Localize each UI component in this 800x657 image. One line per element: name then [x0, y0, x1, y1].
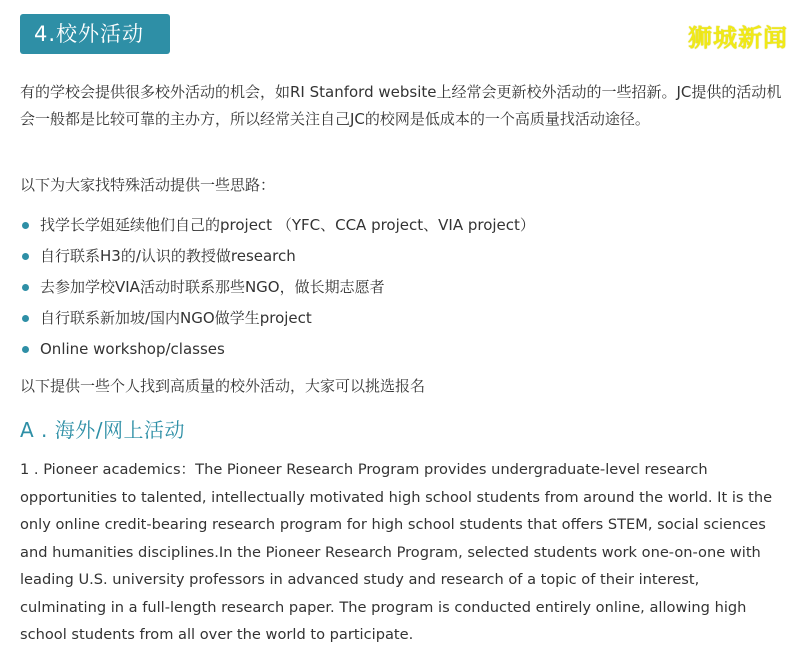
bullet-dot-icon: [22, 222, 29, 229]
ideas-list: [22, 210, 535, 365]
watermark-logo: 狮城新闻: [688, 24, 788, 52]
bullet-dot-icon: [22, 253, 29, 260]
list-item: [22, 303, 535, 334]
list-item: [22, 334, 535, 365]
ideas-intro: 以下为大家找特殊活动提供一些思路：: [20, 176, 276, 194]
bullet-dot-icon: [22, 346, 29, 353]
intro-paragraph: 有的学校会提供很多校外活动的机会，如RI Stanford website上经常会更新校外活动的一些招新。JC提供的活动机会一般都是比较可靠的主办方，所以经常关注自己JC的校网是低成本的一个高质量找活动途径。: [20, 83, 782, 128]
list-item-text: 去参加学校VIA活动时联系那些NGO，做长期志愿者: [40, 278, 385, 296]
list-item-text: 自行联系H3的/认识的教授做research: [40, 247, 296, 265]
activities-intro: 以下提供一些个人找到高质量的校外活动，大家可以挑选报名: [20, 377, 426, 395]
list-item: [22, 272, 535, 303]
list-item-text: Online workshop/classes: [40, 340, 225, 358]
list-item: [22, 210, 535, 241]
pioneer-academics-paragraph: 1 . Pioneer academics：The Pioneer Research Program provides undergraduate-level research opportunities to talented, intellectually motivated high school students from around the world. It is the only online credit-bearing research program for high school students that offers STEM, social sciences and humanities disciplines.In the Pioneer Research Program, selected students work one-on-one with leading U.S. university professors in advanced study and research of a topic of their interest, culminating in a full-length research paper. The program is conducted entirely online, allowing high school students from all over the world to participate.: [20, 461, 773, 643]
bullet-dot-icon: [22, 315, 29, 322]
bullet-dot-icon: [22, 284, 29, 291]
section-title: 4.校外活动: [34, 22, 145, 46]
list-item: [22, 241, 535, 272]
list-item-text: 自行联系新加坡/国内NGO做学生project: [40, 309, 312, 327]
section-title-badge: [20, 14, 170, 54]
subsection-heading: A . 海外/网上活动: [20, 418, 185, 442]
list-item-text: 找学长学姐延续他们自己的project （YFC、CCA project、VIA project）: [40, 216, 535, 234]
